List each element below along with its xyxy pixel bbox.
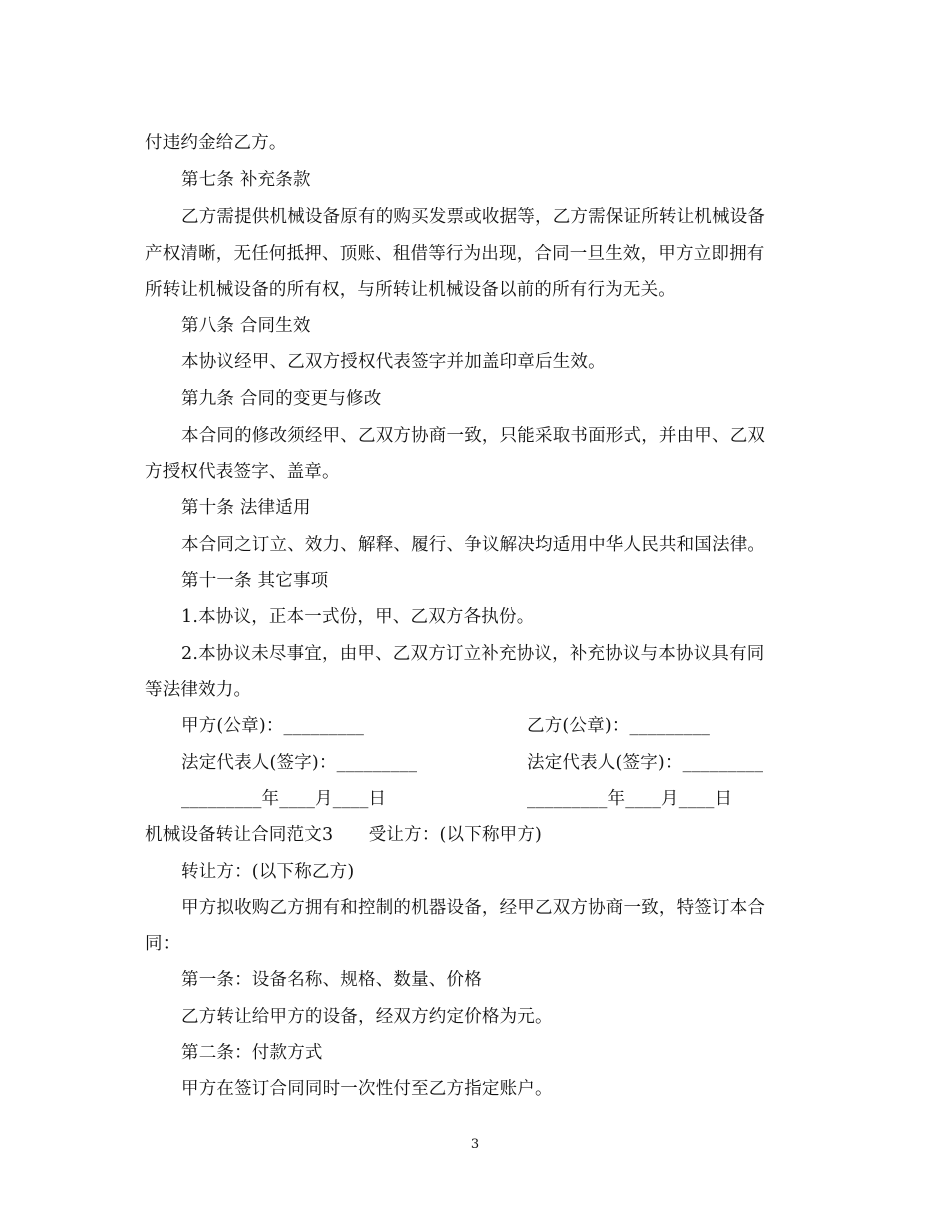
body-line: 甲方在签订合同同时一次性付至乙方指定账户。 xyxy=(181,1079,553,1099)
article-heading: 第七条 补充条款 xyxy=(181,170,311,190)
body-line: 本合同之订立、效力、解释、履行、争议解决均适用中华人民共和国法律。 xyxy=(181,535,766,555)
body-line: 2.本协议未尽事宜，由甲、乙双方订立补充协议，补充协议与本协议具有同 xyxy=(181,644,765,664)
body-line: 1.本协议，正本一式份，甲、乙双方各执份。 xyxy=(181,607,535,627)
body-line: 乙方需提供机械设备原有的购买发票或收据等，乙方需保证所转让机械设备 xyxy=(181,207,766,227)
body-line: 转让方：(以下称乙方) xyxy=(181,862,355,882)
party-b-representative: 法定代表人(签字)：_________ xyxy=(527,753,764,773)
party-a-date: _________年____月____日 xyxy=(181,789,387,809)
party-b-date: _________年____月____日 xyxy=(527,789,733,809)
body-line: 所转让机械设备的所有权，与所转让机械设备以前的所有行为无关。 xyxy=(145,280,676,300)
body-line: 付违约金给乙方。 xyxy=(145,133,287,153)
body-line: 乙方转让给甲方的设备，经双方约定价格为元。 xyxy=(181,1007,553,1027)
article-heading: 第一条：设备名称、规格、数量、价格 xyxy=(181,970,482,990)
article-heading: 第九条 合同的变更与修改 xyxy=(181,389,382,409)
body-line: 本协议经甲、乙双方授权代表签字并加盖印章后生效。 xyxy=(181,352,606,372)
page-number: 3 xyxy=(470,1137,480,1152)
article-heading: 第十一条 其它事项 xyxy=(181,571,329,591)
party-b-seal: 乙方(公章)：_________ xyxy=(527,716,711,736)
body-line: 等法律效力。 xyxy=(145,680,252,700)
body-line: 本合同的修改须经甲、乙双方协商一致，只能采取书面形式，并由甲、乙双 xyxy=(181,426,766,446)
party-a-seal: 甲方(公章)：_________ xyxy=(181,716,365,736)
section-title-line: 机械设备转让合同范文3 受让方：(以下称甲方) xyxy=(145,825,543,845)
body-line: 方授权代表签字、盖章。 xyxy=(145,462,340,482)
article-heading: 第二条：付款方式 xyxy=(181,1043,323,1063)
body-line: 同： xyxy=(145,934,181,954)
body-line: 产权清晰，无任何抵押、顶账、租借等行为出现，合同一旦生效，甲方立即拥有 xyxy=(145,244,765,264)
article-heading: 第八条 合同生效 xyxy=(181,316,311,336)
party-a-representative: 法定代表人(签字)：_________ xyxy=(181,753,418,773)
article-heading: 第十条 法律适用 xyxy=(181,498,311,518)
body-line: 甲方拟收购乙方拥有和控制的机器设备，经甲乙双方协商一致，特签订本合 xyxy=(181,898,766,918)
